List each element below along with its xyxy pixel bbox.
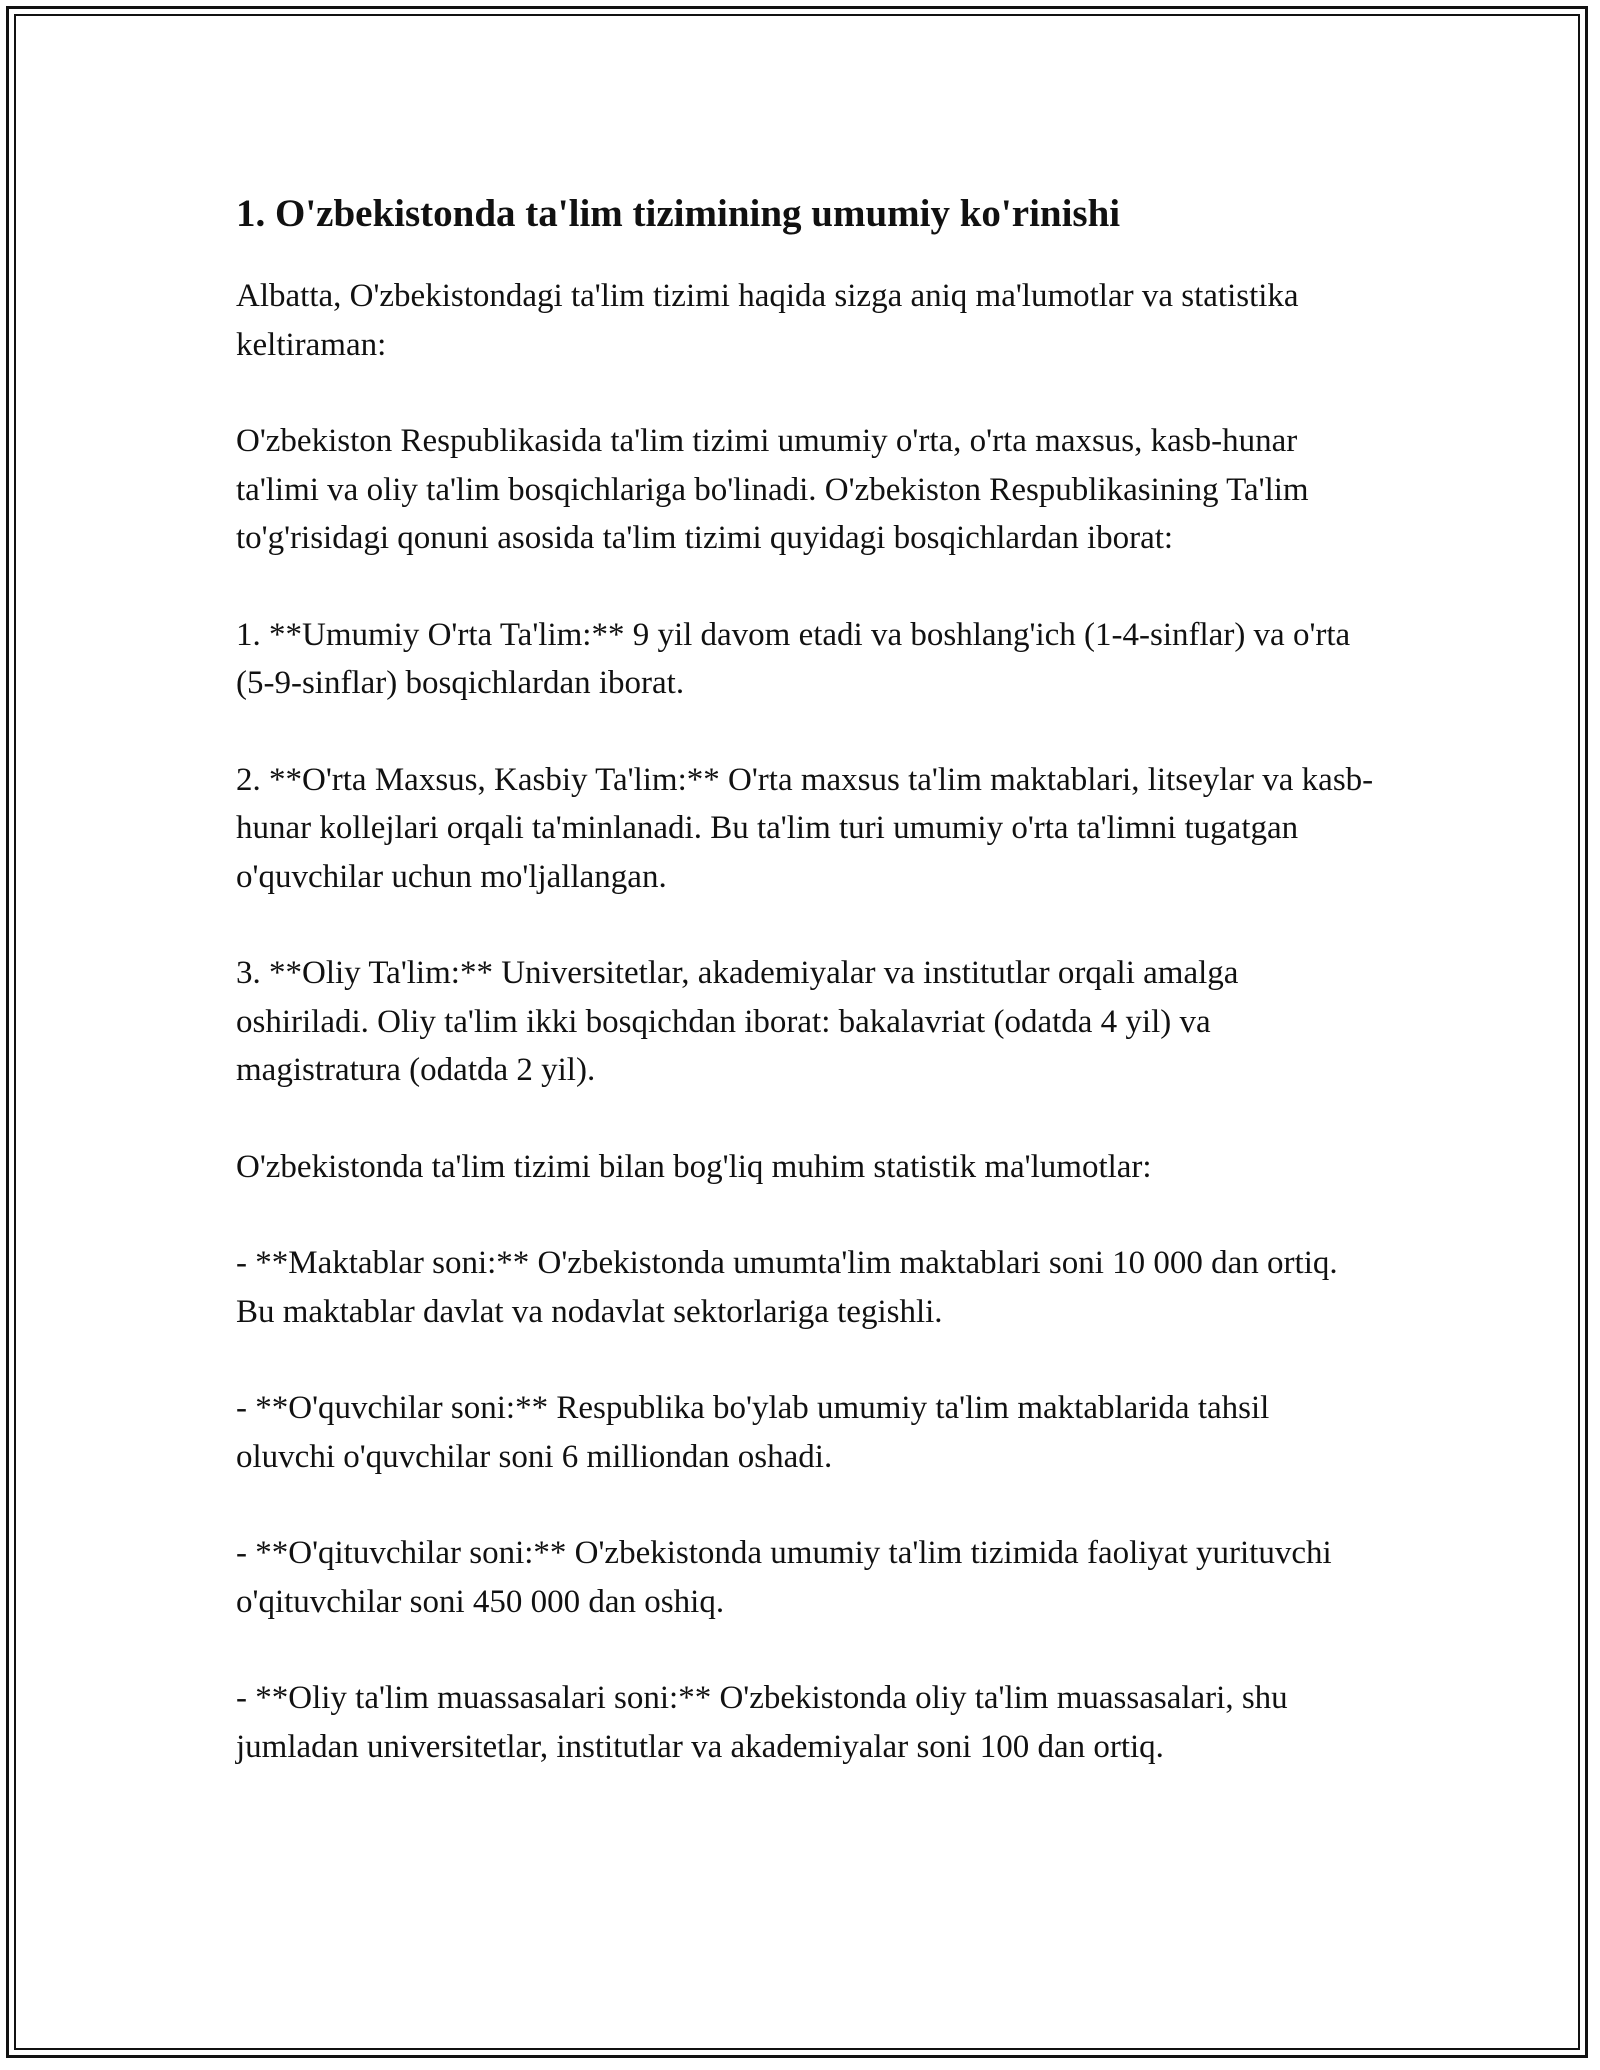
stat-schools: - **Maktablar soni:** O'zbekistonda umumta'lim maktablari soni 10 000 dan ortiq. Bu maktablar davlat va nodavlat sektorlariga tegishli. bbox=[236, 1245, 1338, 1330]
overview-paragraph: O'zbekiston Respublikasida ta'lim tizimi umumiy o'rta, o'rta maxsus, kasb-hunar ta'limi va oliy ta'lim bosqichlariga bo'linadi. O'zbekiston Respublikasining Ta'lim to'g'risidagi qonuni asosida ta'lim tizimi quyidagi bosqichlardan iborat: bbox=[236, 423, 1309, 556]
document-body bbox=[236, 186, 1376, 1819]
list-item-vocational-education: 2. **O'rta Maxsus, Kasbiy Ta'lim:** O'rta maxsus ta'lim maktablari, litseylar va kasb-hunar kollejlari orqali ta'minlanadi. Bu ta'lim turi umumiy o'rta ta'limni tugatgan o'quvchilar uchun mo'ljallangan. bbox=[236, 761, 1374, 895]
list-item-higher-education: 3. **Oliy Ta'lim:** Universitetlar, akademiyalar va institutlar orqali amalga oshiriladi. Oliy ta'lim ikki bosqichdan iborat: bakalavriat (odatda 4 yil) va magistratura (odatda 2 yil). bbox=[236, 955, 1239, 1088]
stat-higher-institutions: - **Oliy ta'lim muassasalari soni:** O'zbekistonda oliy ta'lim muassasalari, shu jumladan universitetlar, institutlar va akademiyalar soni 100 dan ortiq. bbox=[236, 1680, 1288, 1765]
list-item-general-education: 1. **Umumiy O'rta Ta'lim:** 9 yil davom etadi va boshlang'ich (1-4-sinflar) va o'rta (5-9-sinflar) bosqichlardan iborat. bbox=[236, 616, 1351, 701]
stat-students: - **O'quvchilar soni:** Respublika bo'ylab umumiy ta'lim maktablarida tahsil oluvchi o'quvchilar soni 6 milliondan oshadi. bbox=[236, 1390, 1270, 1475]
stat-teachers: - **O'qituvchilar soni:** O'zbekistonda umumiy ta'lim tizimida faoliyat yurituvchi o'qituvchilar soni 450 000 dan oshiq. bbox=[236, 1535, 1332, 1620]
statistics-intro: O'zbekistonda ta'lim tizimi bilan bog'liq muhim statistik ma'lumotlar: bbox=[236, 1148, 1152, 1185]
section-heading: 1. O'zbekistonda ta'lim tizimining umumiy ko'rinishi bbox=[236, 192, 1121, 235]
intro-paragraph: Albatta, O'zbekistondagi ta'lim tizimi haqida sizga aniq ma'lumotlar va statistika keltiraman: bbox=[236, 278, 1299, 363]
